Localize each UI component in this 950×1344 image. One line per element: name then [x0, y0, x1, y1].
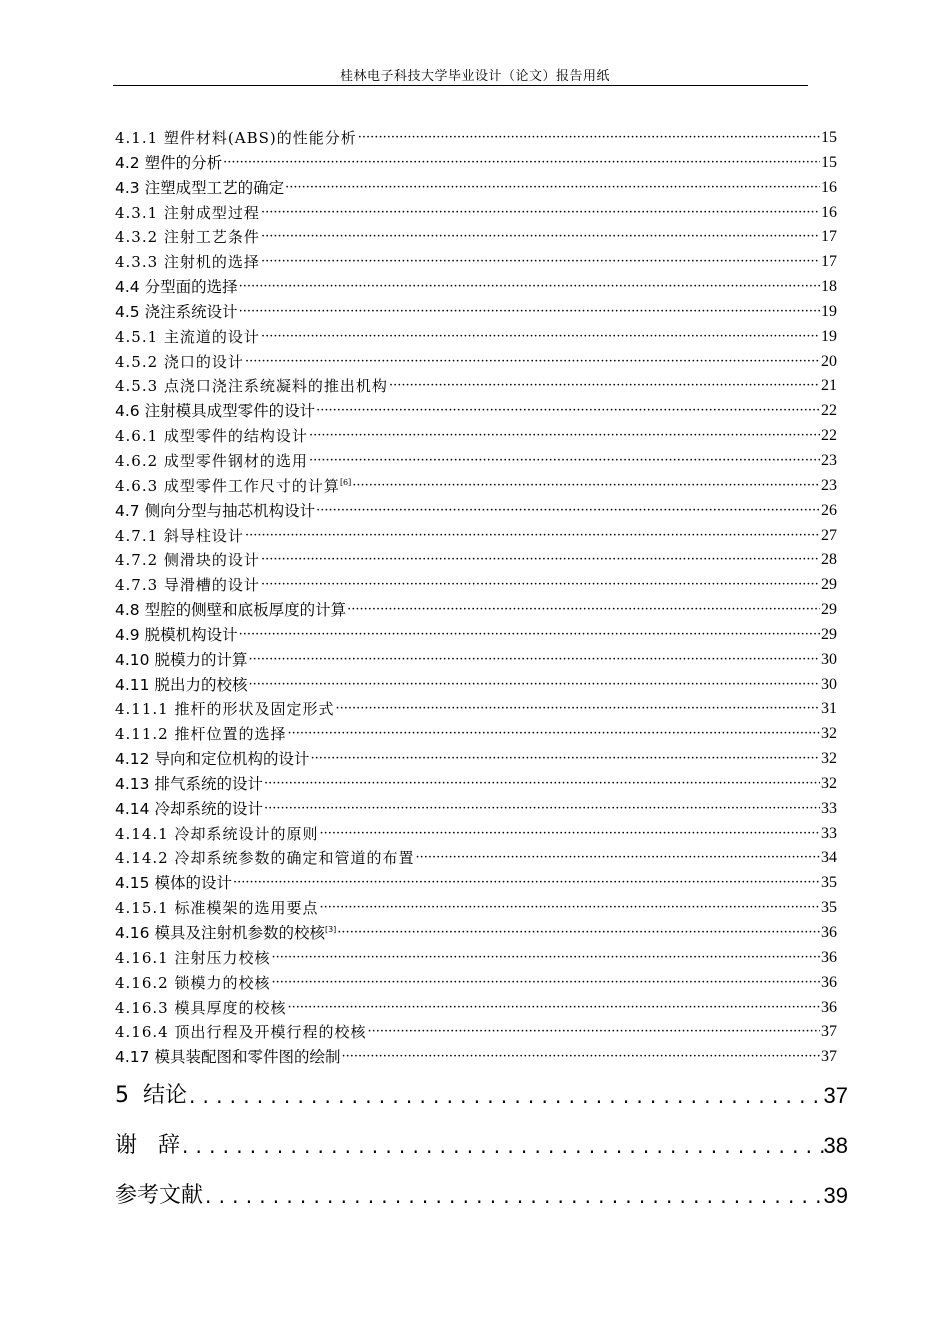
toc-entry-page: 19: [821, 327, 837, 345]
dot-leader: [352, 474, 820, 499]
chapter-entry-title: 谢 辞: [115, 1133, 180, 1158]
dot-leader: [189, 1080, 824, 1112]
toc-entry[interactable]: [115, 598, 837, 623]
toc-entry-title: 4.14.1 冷却系统设计的原则: [115, 824, 319, 843]
toc-entry-page: 33: [821, 824, 837, 842]
toc-entry-title: 4.3 注塑成型工艺的确定: [115, 178, 285, 197]
dot-leader: [248, 648, 820, 673]
dot-leader: [261, 201, 820, 226]
dot-leader: [285, 176, 820, 201]
toc-entry-page: 37: [821, 1023, 837, 1041]
toc-entry-title: 4.4 分型面的选择: [115, 278, 238, 297]
toc-entry-title: 4.3.3 注射机的选择: [115, 253, 260, 272]
toc-entry[interactable]: [115, 126, 837, 151]
toc-entry[interactable]: [115, 722, 837, 747]
dot-leader: [316, 399, 820, 424]
toc-entry-page: 34: [821, 849, 837, 867]
toc-entry-title: 4.5 浇注系统设计: [115, 302, 238, 321]
toc-entry[interactable]: [115, 623, 837, 648]
header-title: 桂林电子科技大学毕业设计（论文）报告用纸: [339, 69, 610, 84]
toc-entry[interactable]: [115, 871, 837, 896]
toc-entry-page: 29: [821, 576, 837, 594]
toc-entry-label: [115, 871, 232, 896]
toc-entry[interactable]: [115, 300, 837, 325]
toc-entry-label: [115, 846, 414, 871]
toc-entry-title: 4.7.3 导滑槽的设计: [115, 576, 260, 595]
dot-leader: [271, 971, 820, 996]
toc-entry-label: [115, 350, 244, 375]
toc-entry-page: 15: [821, 153, 837, 171]
toc-entry[interactable]: [115, 1020, 837, 1045]
toc-entry-label: [115, 374, 388, 399]
toc-entry-page: 29: [821, 625, 837, 643]
header-rule: [113, 85, 808, 86]
toc-entry-title: 4.3.2 注射工艺条件: [115, 228, 260, 247]
toc-entry-page: 31: [821, 700, 837, 718]
toc-entry[interactable]: [115, 747, 837, 772]
toc-entry[interactable]: [115, 524, 837, 549]
toc-entry-label: [115, 300, 238, 325]
toc-entry-label: [115, 971, 270, 996]
toc-entry[interactable]: [115, 176, 837, 201]
toc-entry[interactable]: [115, 474, 837, 499]
toc-entry[interactable]: [115, 275, 837, 300]
toc-entry-page: 16: [821, 178, 837, 196]
toc-entry[interactable]: [115, 896, 837, 921]
toc-entry-label: [115, 896, 318, 921]
toc-entry-label: [115, 996, 286, 1021]
toc-entry-page: 22: [821, 427, 837, 445]
toc-entry-label: [115, 747, 309, 772]
toc-entry-label: [115, 325, 260, 350]
toc-entry[interactable]: [115, 250, 837, 275]
dot-leader: [264, 797, 820, 822]
toc-entry-title: 4.12 导向和定位机构的设计: [115, 750, 310, 769]
toc-entry-label: [115, 623, 238, 648]
toc-entry-page: 16: [821, 203, 837, 221]
toc-entry-page: 32: [821, 774, 837, 792]
toc-entry-page: 21: [821, 377, 837, 395]
toc-entry[interactable]: [115, 921, 837, 946]
toc-entry-title: 4.10 脱模力的计算: [115, 650, 248, 669]
toc-entry-label: [115, 573, 260, 598]
toc-entry-title: 4.14 冷却系统的设计: [115, 799, 263, 818]
toc-entry-title: 4.14.2 冷却系统参数的确定和管道的布置: [115, 849, 415, 868]
toc-entry-title: 4.15 模体的设计: [115, 874, 232, 893]
toc-entry-page: 33: [821, 799, 837, 817]
chapter-entry-page: 37: [823, 1083, 848, 1108]
dot-leader: [245, 524, 820, 549]
dot-leader: [248, 673, 820, 698]
citation-mark: [6]: [339, 477, 352, 487]
toc-entry-title: 4.13 排气系统的设计: [115, 774, 263, 793]
toc-entry-label: [115, 548, 260, 573]
dot-leader: [261, 225, 820, 250]
toc-entry-label: [115, 474, 351, 499]
toc-entry[interactable]: [115, 573, 837, 598]
toc-entry-label: [115, 1020, 366, 1045]
toc-entry[interactable]: [115, 996, 837, 1021]
toc-entry-title: 4.6.2 成型零件钢材的选用: [115, 451, 308, 470]
dot-leader: [239, 300, 820, 325]
dot-leader: [310, 747, 820, 772]
chapter-entry[interactable]: [115, 1180, 848, 1212]
toc-entry-label: [115, 1045, 340, 1070]
toc-entry-page: 28: [821, 551, 837, 569]
toc-entry-title: 4.1.1 塑件材料(ABS)的性能分析: [115, 129, 357, 147]
dot-leader: [261, 250, 820, 275]
toc-entry-title: 4.5.1 主流道的设计: [115, 327, 260, 346]
toc-entry-label: [115, 225, 260, 250]
toc-entry-page: 29: [821, 601, 837, 619]
toc-entry-label: [115, 772, 263, 797]
toc-entry-page: 30: [821, 650, 837, 668]
dot-leader: [271, 946, 820, 971]
toc-entry[interactable]: [115, 325, 837, 350]
toc-entry-title: 4.11 脱出力的校核: [115, 675, 248, 694]
dot-leader: [319, 822, 820, 847]
toc-entry[interactable]: [115, 648, 837, 673]
toc-entry-title: 4.9 脱模机构设计: [115, 625, 238, 644]
toc-entry-title: 4.17 模具装配图和零件图的绘制: [115, 1048, 341, 1067]
dot-leader: [239, 275, 820, 300]
toc-entry-label: [115, 946, 270, 971]
toc-entry[interactable]: [115, 971, 837, 996]
toc-entry-title: 4.8 型腔的侧壁和底板厚度的计算: [115, 601, 347, 620]
toc-entry-label: [115, 797, 263, 822]
toc-entry-page: 36: [821, 973, 837, 991]
toc-entry[interactable]: [115, 1045, 837, 1070]
toc-entry-label: [115, 126, 357, 151]
toc-entry[interactable]: [115, 697, 837, 722]
dot-leader: [337, 921, 820, 946]
toc-entry-label: [115, 250, 260, 275]
chapter-entry[interactable]: [115, 1080, 848, 1112]
chapter-entry-title: 5 结论: [115, 1083, 187, 1108]
toc-entry-title: 4.7.1 斜导柱设计: [115, 526, 244, 545]
toc-entry-page: 35: [821, 899, 837, 917]
toc-entry-label: [115, 921, 336, 946]
toc-entry-title: 4.5.3 点浇口浇注系统凝料的推出机构: [115, 377, 388, 396]
toc-entry[interactable]: [115, 822, 837, 847]
dot-leader: [335, 697, 820, 722]
toc-entry[interactable]: [115, 548, 837, 573]
toc-entry-title: 4.16.4 顶出行程及开模行程的校核: [115, 1023, 367, 1042]
toc-entry[interactable]: [115, 399, 837, 424]
toc-entry[interactable]: [115, 946, 837, 971]
dot-leader: [358, 126, 820, 151]
table-of-contents: [115, 126, 837, 1070]
dot-leader: [245, 350, 820, 375]
toc-entry-label: [115, 176, 284, 201]
toc-entry-title: 4.7 侧向分型与抽芯机构设计: [115, 501, 316, 520]
dot-leader: [261, 325, 820, 350]
dot-leader: [287, 996, 820, 1021]
toc-entry-label: [115, 673, 247, 698]
dot-leader: [261, 548, 820, 573]
dot-leader: [309, 424, 820, 449]
toc-entry-title: 4.6.1 成型零件的结构设计: [115, 427, 308, 446]
toc-entry-page: 22: [821, 402, 837, 420]
toc-entry-title: 4.16.1 注射压力校核: [115, 948, 271, 967]
chapter-entry-title: 参考文献: [115, 1183, 204, 1208]
toc-entry-page: 36: [821, 998, 837, 1016]
dot-leader: [233, 871, 820, 896]
toc-entry-label: [115, 424, 308, 449]
dot-leader: [309, 449, 820, 474]
toc-entry-page: 19: [821, 302, 837, 320]
toc-entry-page: 32: [821, 750, 837, 768]
dot-leader: [389, 374, 820, 399]
toc-entry-page: 15: [821, 129, 837, 146]
toc-entry-label: [115, 449, 308, 474]
toc-entry-page: 36: [821, 924, 837, 941]
toc-entry-title: 4.16.2 锁模力的校核: [115, 973, 271, 992]
toc-entry[interactable]: [115, 374, 837, 399]
toc-entry-label: [115, 822, 318, 847]
toc-entry-page: 23: [821, 476, 837, 494]
dot-leader: [347, 598, 820, 623]
dot-leader: [316, 499, 820, 524]
toc-entry-page: 27: [821, 526, 837, 544]
toc-entry-title: 4.16.3 模具厚度的校核: [115, 998, 287, 1017]
chapter-entry-page: 38: [823, 1133, 848, 1158]
toc-entry-page: 26: [821, 501, 837, 519]
toc-entry-label: [115, 524, 244, 549]
toc-entry[interactable]: [115, 225, 837, 250]
toc-entry-label: [115, 275, 238, 300]
chapter-entry[interactable]: [115, 1130, 848, 1162]
dot-leader: [264, 772, 820, 797]
toc-entry-label: [115, 399, 315, 424]
toc-entry-label: [115, 697, 334, 722]
toc-entry[interactable]: [115, 350, 837, 375]
toc-entry-label: [115, 201, 260, 226]
toc-entry[interactable]: [115, 449, 837, 474]
toc-entry-page: 32: [821, 725, 837, 743]
dot-leader: [319, 896, 820, 921]
toc-entry-page: 17: [821, 253, 837, 271]
toc-entry-page: 20: [821, 352, 837, 370]
toc-entry-title: 4.11.2 推杆位置的选择: [115, 725, 287, 744]
toc-entry-title: 4.6.3 成型零件工作尺寸的计算: [115, 476, 340, 495]
toc-entry-page: 37: [821, 1048, 837, 1066]
toc-entry-title: 4.15.1 标准模架的选用要点: [115, 899, 319, 918]
toc-entry-title: 4.6 注射模具成型零件的设计: [115, 402, 316, 421]
toc-entry-page: 18: [821, 278, 837, 296]
toc-entry-title: 4.5.2 浇口的设计: [115, 352, 244, 371]
dot-leader: [287, 722, 820, 747]
toc-entry-title: 4.11.1 推杆的形状及固定形式: [115, 700, 335, 719]
dot-leader: [261, 573, 820, 598]
dot-leader: [239, 623, 820, 648]
toc-entry[interactable]: [115, 151, 837, 176]
toc-entry[interactable]: [115, 499, 837, 524]
toc-entry-title: 4.2 塑件的分析: [115, 153, 223, 172]
toc-entry-page: 35: [821, 874, 837, 892]
toc-entry-label: [115, 598, 346, 623]
toc-entry-title: 4.3.1 注射成型过程: [115, 203, 260, 222]
toc-entry-label: [115, 151, 222, 176]
dot-leader: [223, 151, 820, 176]
toc-entry-title: 4.16 模具及注射机参数的校核: [115, 924, 325, 942]
toc-entry-page: 30: [821, 675, 837, 693]
toc-entry-title: 4.7.2 侧滑块的设计: [115, 551, 260, 570]
dot-leader: [341, 1045, 820, 1070]
chapter-entry-page: 39: [823, 1183, 848, 1208]
dot-leader: [182, 1130, 824, 1162]
toc-entry[interactable]: [115, 424, 837, 449]
toc-entry[interactable]: [115, 201, 837, 226]
dot-leader: [205, 1180, 824, 1212]
toc-entry-label: [115, 648, 247, 673]
toc-entry[interactable]: [115, 772, 837, 797]
dot-leader: [415, 846, 820, 871]
toc-entry-page: 23: [821, 451, 837, 469]
toc-entry[interactable]: [115, 846, 837, 871]
toc-entry-page: 17: [821, 228, 837, 246]
citation-mark: [3]: [324, 924, 337, 934]
toc-entry-label: [115, 722, 286, 747]
toc-entry[interactable]: [115, 673, 837, 698]
toc-entry[interactable]: [115, 797, 837, 822]
toc-entry-page: 36: [821, 948, 837, 966]
toc-entry-label: [115, 499, 315, 524]
dot-leader: [367, 1020, 820, 1045]
